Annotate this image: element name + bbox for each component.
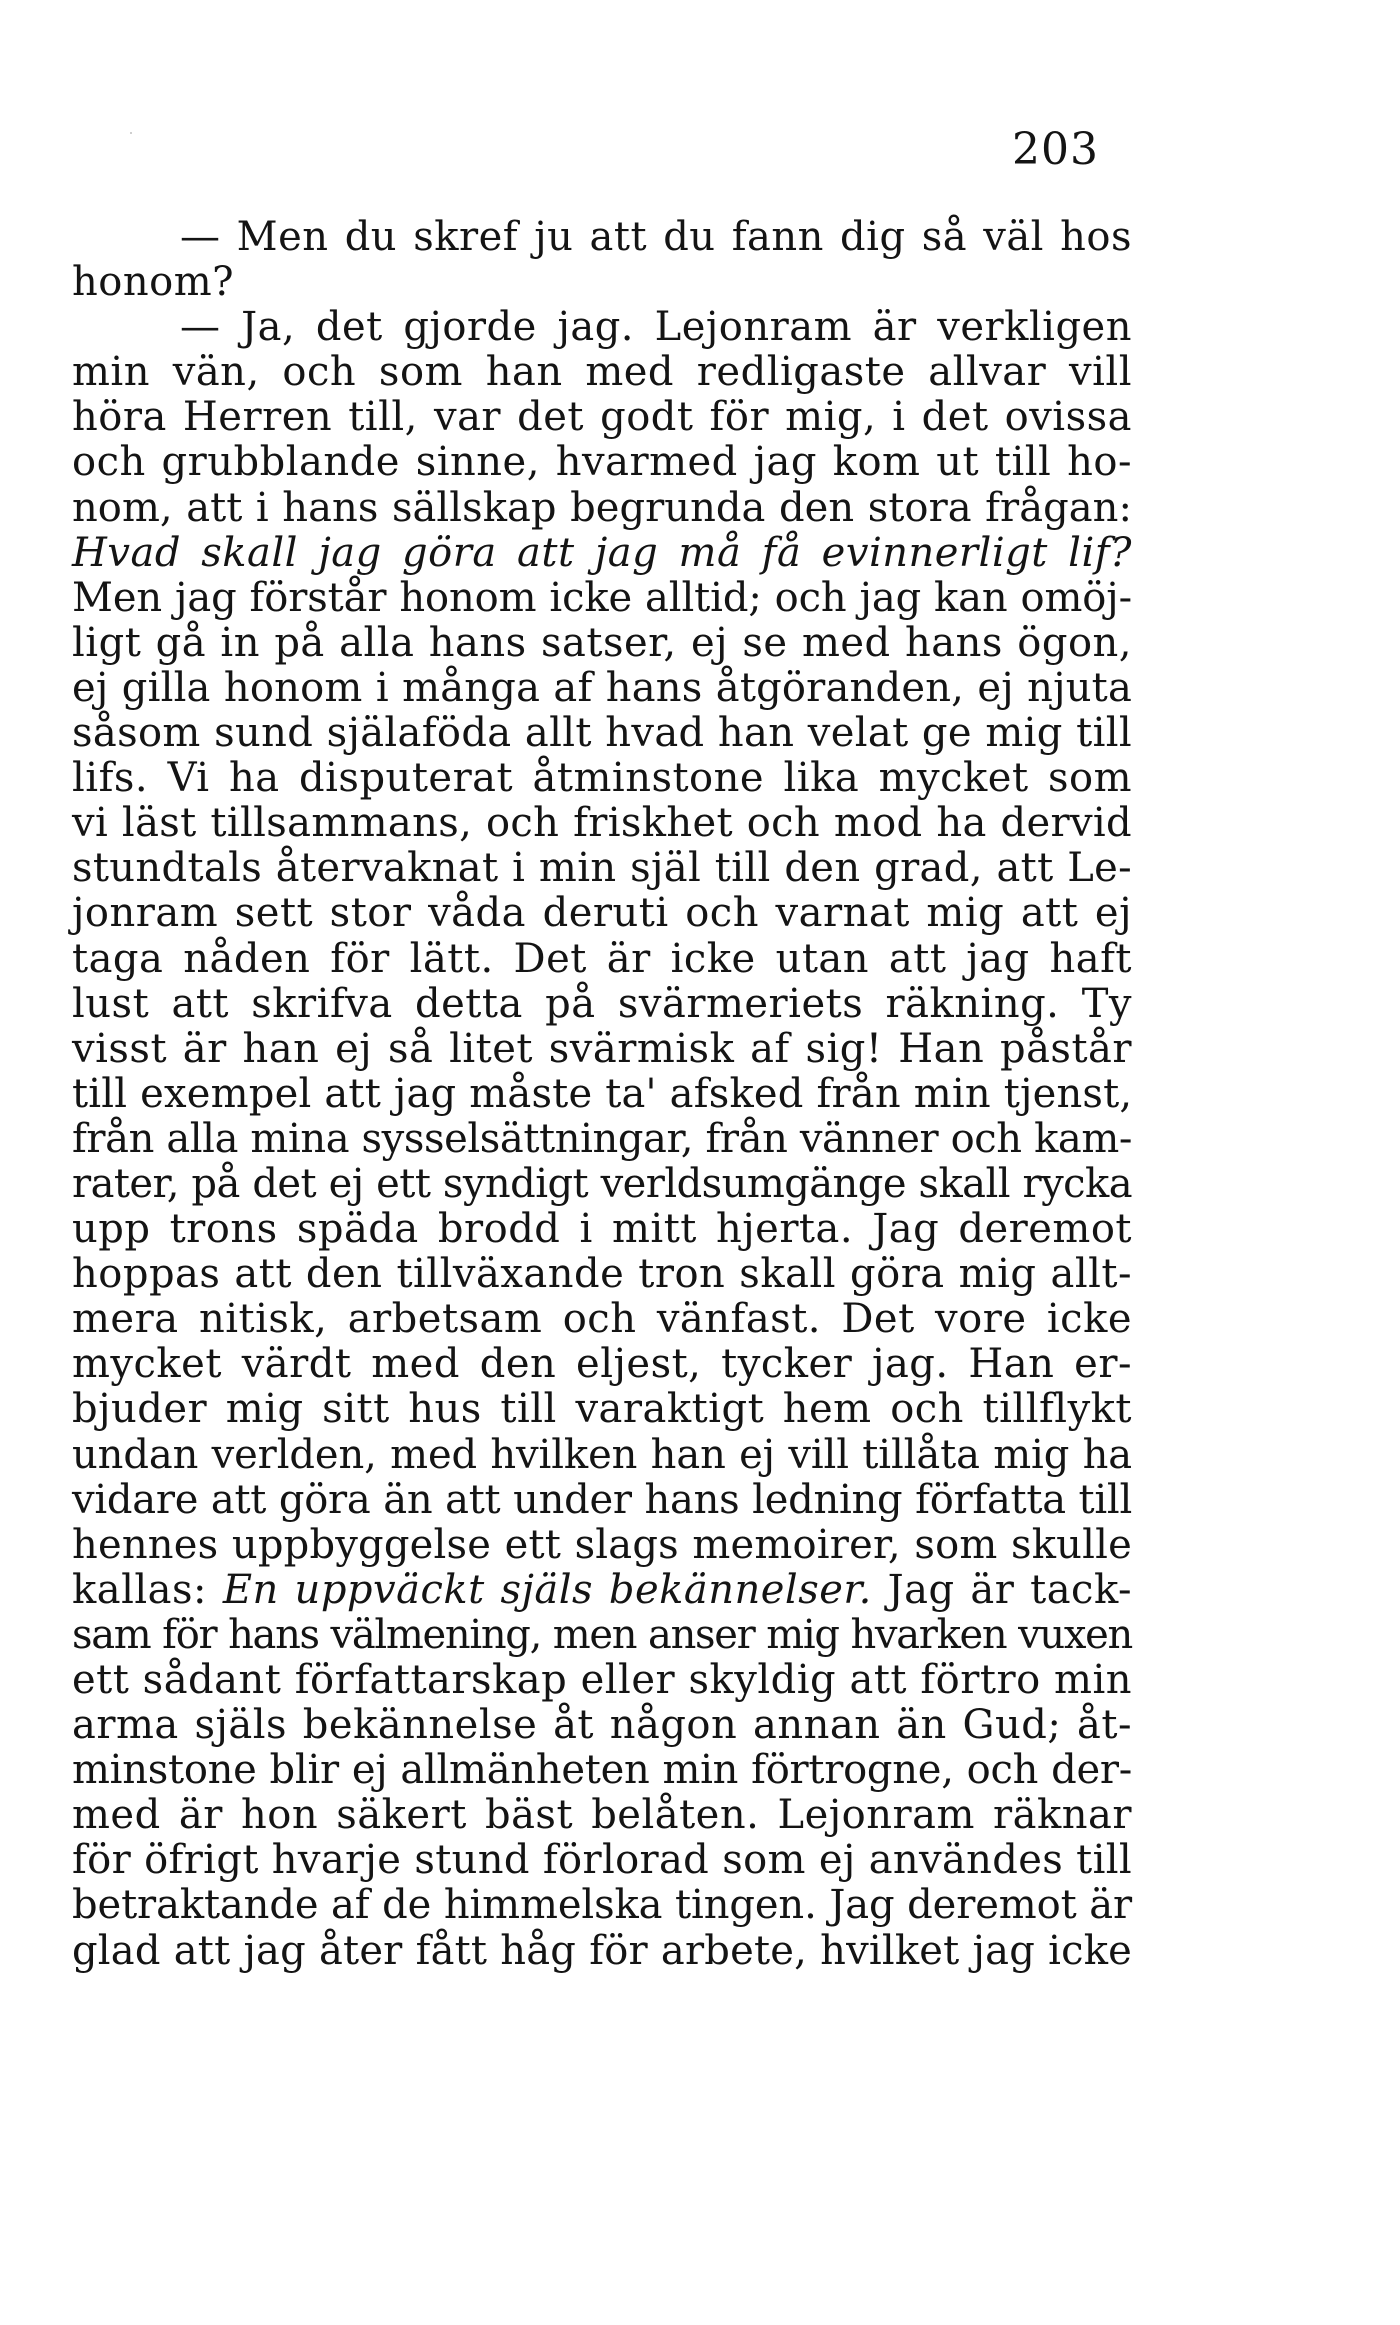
scan-speck — [130, 132, 132, 134]
text-line: nom, att i hans sällskap begrunda den stora frågan: — [72, 484, 1132, 531]
text-line: såsom sund själaföda allt hvad han velat ge mig till — [72, 710, 1132, 757]
text-line: upp trons späda brodd i mitt hjerta. Jag deremot — [72, 1206, 1132, 1253]
text-line: bjuder mig sitt hus till varaktigt hem och tillflykt — [72, 1386, 1132, 1433]
text-line: lifs. Vi ha disputerat åtminstone lika mycket som — [72, 755, 1132, 802]
italic-question: Hvad skall jag göra att jag må få evinnerligt lif? — [72, 529, 1132, 576]
text-line: minstone blir ej allmänheten min förtrogne, och der- — [72, 1747, 1132, 1794]
text-run: Jag är tack- — [871, 1566, 1132, 1613]
text-line: taga nåden för lätt. Det är icke utan att jag haft — [72, 935, 1132, 982]
text-line: med är hon säkert bäst belåten. Lejonram räknar — [72, 1792, 1132, 1839]
text-line: arma själs bekännelse åt någon annan än Gud; åt- — [72, 1702, 1132, 1749]
text-line: undan verlden, med hvilken han ej vill tillåta mig ha — [72, 1431, 1132, 1478]
text-line: för öfrigt hvarje stund förlorad som ej användes till — [72, 1837, 1133, 1884]
text-line: lust att skrifva detta på svärmeriets räkning. Ty — [72, 980, 1132, 1027]
text-line — [72, 1568, 1132, 1613]
text-line: sam för hans välmening, men anser mig hvarken vuxen — [72, 1611, 1132, 1658]
text-line: höra Herren till, var det godt för mig, i det ovissa — [72, 394, 1132, 441]
text-line: hennes uppbyggelse ett slags memoirer, som skulle — [72, 1521, 1132, 1568]
text-line: visst är han ej så litet svärmisk af sig! Han påstår — [72, 1025, 1132, 1072]
text-run: kallas: — [72, 1566, 223, 1613]
text-line: mycket värdt med den eljest, tycker jag. Han er- — [72, 1341, 1132, 1388]
italic-title: En uppväckt själs bekännelser. — [222, 1566, 872, 1613]
page-body-text — [72, 215, 1132, 1974]
text-line: från alla mina sysselsättningar, från vänner och kam- — [72, 1115, 1132, 1162]
page-number: 203 — [1012, 124, 1099, 175]
text-line: betraktande af de himmelska tingen. Jag deremot är — [72, 1882, 1132, 1929]
text-line: vi läst tillsammans, och friskhet och mod ha dervid — [72, 800, 1132, 847]
text-line: till exempel att jag måste ta' afsked från min tjenst, — [72, 1070, 1133, 1117]
text-line: honom? — [72, 259, 235, 306]
text-line: stundtals återvaknat i min själ till den grad, att Le- — [72, 845, 1132, 892]
text-line: och grubblande sinne, hvarmed jag kom ut till ho- — [72, 439, 1132, 486]
text-line: min vän, och som han med redligaste allvar vill — [72, 349, 1132, 396]
text-line: ej gilla honom i många af hans åtgöranden, ej njuta — [72, 664, 1132, 711]
text-line: ett sådant författarskap eller skyldig att förtro min — [72, 1657, 1132, 1703]
text-line: mera nitisk, arbetsam och vänfast. Det vore icke — [72, 1296, 1132, 1343]
text-line: vidare att göra än att under hans ledning författa till — [72, 1476, 1132, 1523]
text-line: — Ja, det gjorde jag. Lejonram är verkligen — [180, 304, 1132, 351]
text-line: glad att jag åter fått håg för arbete, hvilket jag icke — [72, 1927, 1132, 1974]
text-line: Men jag förstår honom icke alltid; och jag kan omöj- — [72, 574, 1132, 621]
text-line: ligt gå in på alla hans satser, ej se med hans ögon, — [72, 619, 1132, 666]
text-line: hoppas att den tillväxande tron skall göra mig allt- — [72, 1251, 1132, 1298]
text-line: jonram sett stor våda deruti och varnat mig att ej — [72, 890, 1132, 937]
text-line — [72, 531, 1132, 576]
text-line: — Men du skref ju att du fann dig så väl hos — [180, 214, 1132, 260]
text-line: rater, på det ej ett syndigt verldsumgänge skall rycka — [72, 1160, 1132, 1207]
